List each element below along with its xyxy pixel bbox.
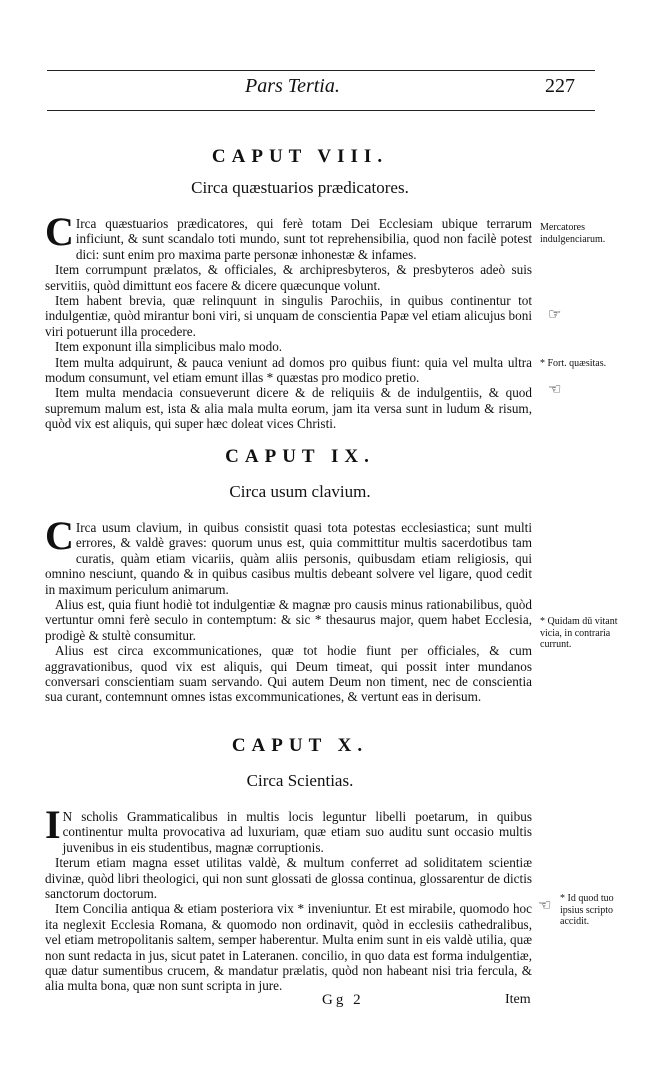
running-title: Pars Tertia.	[245, 75, 340, 97]
paragraph: C Irca quæstuarios prædicatores, qui ferè totam Dei Ecclesiam ubique terrarum inficiunt, & sunt scandalo toti mundo, sunt tot reprehensibilia, quod non facilè potest dici: sunt enim pro maxima parte personæ inhonestæ & infames.	[45, 209, 532, 262]
paragraph: Alius est, quia fiunt hodiè tot indulgentiæ & magnæ pro causis minus rationabilibus, quòd vertuntur omni ferè seculo in contemptum: & sic * thesaurus major, quem habet Ecclesia, prodigè & stultè consumitur.	[45, 597, 532, 643]
margin-note: * Id quod tuo ipsius scripto accidit.	[560, 893, 614, 927]
paragraph: C Irca usum clavium, in quibus consistit quasi tota potestas ecclesiastica; sunt multi errores, & valdè graves: quorum unus est, quia committitur multis sacerdotibus tam curatis, quàm etiam vicariis, quàm aliis personis, quibusdam etiam religiosis, qui omnino nesciunt, quando & in quibus casibus multis debeant solvere vel ligare, quod cedit in maximum periculum animarum.	[45, 513, 532, 597]
chapter-heading: CAPUT VIII.	[211, 146, 389, 167]
paragraph: Alius est circa excommunicationes, quæ tot hodie fiunt per officiales, & cum aggravationibus, quod vix est aliquis, qui Deum timeat, qui possit inter mundanos conversari conscientiam suam servando. Qui autem Deum non timent, nec de conscientia sua curant, contemnunt omnes istas excommunicationes, & vertunt eas in derisum.	[45, 643, 532, 705]
page-number: 227	[545, 75, 575, 97]
header-rule-bottom	[47, 110, 595, 111]
pointing-hand-icon: ☜	[538, 898, 552, 914]
chapter-subtitle: Circa Scientias.	[246, 771, 354, 790]
margin-note: * Fort. quæsitas.	[540, 358, 607, 369]
pointing-hand-icon: ☞	[548, 307, 562, 323]
catchword: Item	[505, 992, 531, 1007]
chapter-subtitle: Circa quæstuarios prædicatores.	[191, 178, 409, 197]
chapter-heading: CAPUT IX.	[225, 446, 375, 467]
drop-cap: C	[45, 209, 74, 254]
margin-note: Mercatores indulgenciarum.	[540, 222, 606, 245]
chapter-heading: CAPUT X.	[231, 735, 369, 756]
signature-mark: Gg 2	[322, 992, 364, 1008]
paragraph: Iterum etiam magna esset utilitas valdè, & multum conferret ad soliditatem scientiæ divinæ, quòd libri theologici, qui non sunt glossati de glossa continua, glossarentur de dictis sanctorum doctorum.	[45, 855, 532, 902]
paragraph: Item Concilia antiqua & etiam posteriora vix * inveniuntur. Et est mirabile, quomodo hoc ita neglexit Ecclesia Romana, & quomodo non ordinavit, quòd in ecclesiis cathedralibus, vel etiam metropolitanis saltem, semper haberentur. Multa enim sunt in eis valdè utilia, quæ non sunt redacta in jus, sicut patet in Lateranen. concilio, in quo data est forma indulgentiæ, quæ datur sumentibus crucem, & mandatur prælatis, quòd non habeant nisi tria fercula, & alia multa bona, quæ non sunt scripta in jure.	[45, 901, 532, 994]
chapter-body	[45, 209, 532, 432]
chapter-subtitle: Circa usum clavium.	[229, 482, 371, 501]
chapter-body	[45, 513, 532, 705]
drop-cap: C	[45, 513, 74, 558]
drop-cap: I	[45, 802, 61, 847]
paragraph: Item multa mendacia consueverunt dicere & de reliquiis & de indulgentiis, & quod supremum malum est, ista & alia mala multa eorum, jam ita versa sunt in ludum & risum, quòd vix est aliquis, qui super hæc doleat vices Christi.	[45, 385, 532, 432]
paragraph: Item habent brevia, quæ relinquunt in singulis Parochiis, in quibus continentur tot indulgentiæ, quòd mirantur boni viri, si unquam de conscientia Papæ vel etiam alicujus boni viri potuerunt illa procedere.	[45, 293, 532, 339]
paragraph: Item corrumpunt prælatos, & officiales, & archipresbyteros, & presbyteros adeò suis servitiis, quòd dimittunt eos facere & dicere quæcunque volunt.	[45, 262, 532, 293]
paragraph: I N scholis Grammaticalibus in multis locis leguntur libelli poetarum, in quibus continentur multa provocativa ad luxuriam, quæ etiam suo auditu sunt occasio multis juvenibus in eis studentibus, magnæ corruptionis.	[45, 802, 532, 855]
chapter-body	[45, 802, 532, 994]
margin-note: * Quidam dū vitant vicia, in contraria currunt.	[540, 616, 618, 650]
pointing-hand-icon: ☜	[548, 382, 562, 398]
paragraph: Item multa adquirunt, & pauca veniunt ad domos pro quibus fiunt: quia vel multa ultra modum consumunt, vel etiam emunt illas * quæstas pro modico pretio.	[45, 354, 532, 386]
paragraph: Item exponunt illa simplicibus malo modo.	[55, 339, 283, 355]
header-rule-top	[47, 70, 595, 71]
